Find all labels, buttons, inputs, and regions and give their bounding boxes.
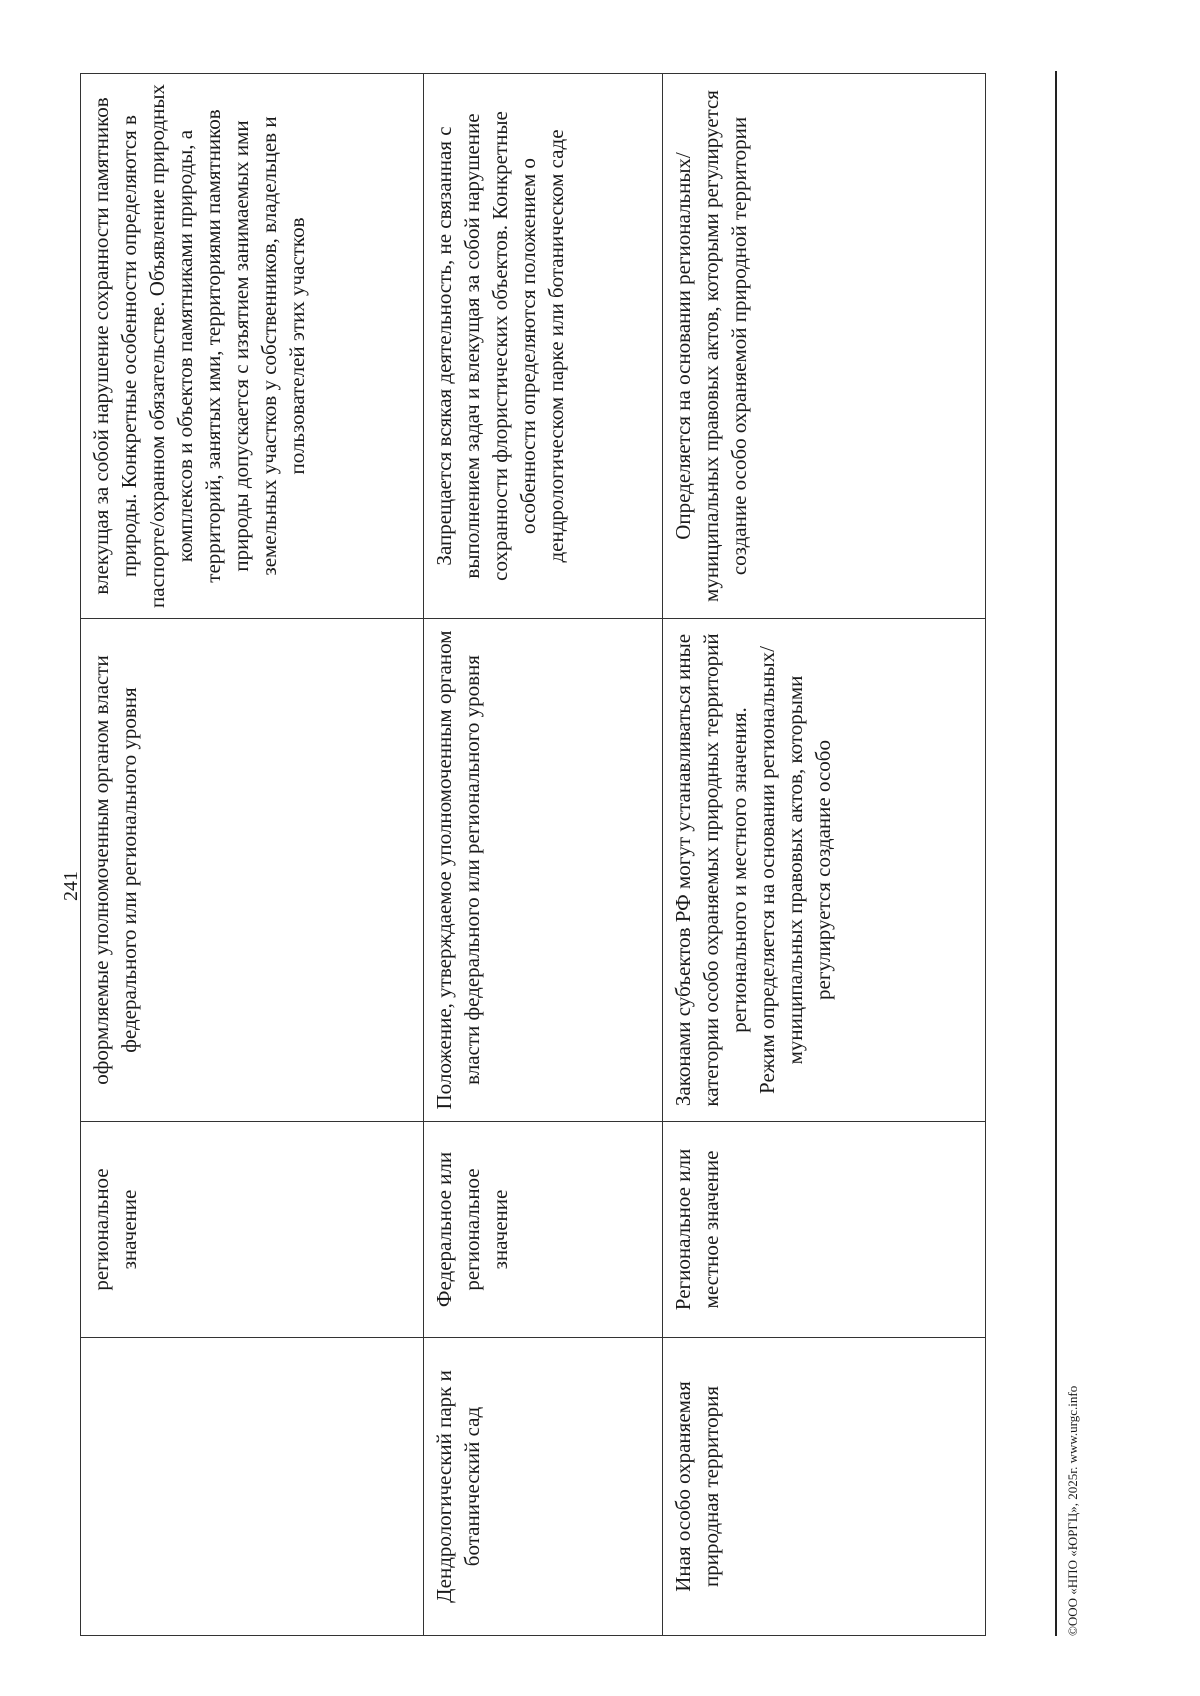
table-row [424, 74, 663, 1636]
table-cell [81, 1338, 424, 1636]
table-cell: оформляемые уполномоченным органом власти федерального или регионального уровня [81, 619, 424, 1122]
table-cell: Региональное или местное значение [663, 1122, 986, 1338]
cell-paragraph: Законами субъектов РФ могут устанавливаться иные категории особо охраняемых природных территорий регионального и местного значения. [671, 633, 751, 1107]
page-number: 241 [60, 871, 82, 901]
table-cell: Федеральное или региональное значение [424, 1122, 663, 1338]
table-row [663, 74, 986, 1636]
regime-table [80, 73, 986, 1636]
footer-divider [1055, 71, 1057, 1636]
table-cell: Определяется на основании региональных/муниципальных правовых актов, которыми регулируется создание особо охраняемой природной территории [663, 74, 986, 619]
table-cell: Положение, утверждаемое уполномоченным органом власти федерального или регионального уровня [424, 619, 663, 1122]
table-cell [663, 619, 986, 1122]
table-cell: региональное значение [81, 1122, 424, 1338]
table-cell: влекущая за собой нарушение сохранности памятников природы. Конкретные особенности определяются в паспорте/охранном обязательстве. Объявление природных комплексов и объектов памятниками природы, а территорий, занятых ими, территориями памятников природы допускается с изъятием занимаемых ими земельных участков у собственников, владельцев и пользователей этих участков [81, 74, 424, 619]
table-cell: Запрещается всякая деятельность, не связанная с выполнением задач и влекущая за собой нарушение сохранности флористических объектов. Конкретные особенности определяются положением о дендрологическом парке или ботаническом саде [424, 74, 663, 619]
table-cell: Дендрологический парк и ботанический сад [424, 1338, 663, 1636]
table-row [81, 74, 424, 1636]
table-cell: Иная особо охраняемая природная территория [663, 1338, 986, 1636]
cell-paragraph: Режим определяется на основании региональных/муниципальных правовых актов, которыми регулируется создание особо [755, 646, 835, 1094]
footer-copyright: ©ООО «НПО «ЮРГЦ», 2025г. www.urgc.info [1065, 1385, 1080, 1636]
